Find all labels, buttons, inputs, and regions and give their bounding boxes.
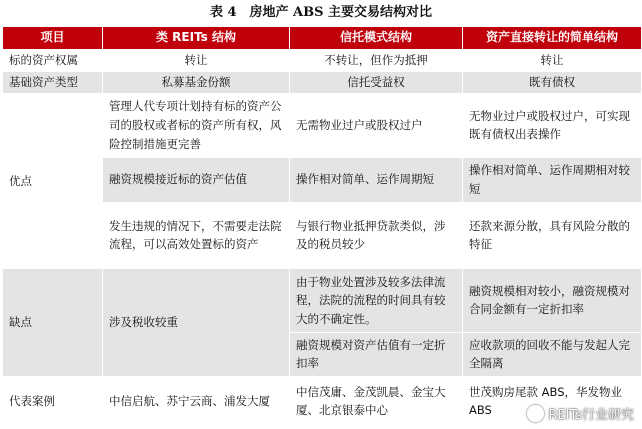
- table-cell: 操作相对简单、运作周期短: [290, 157, 463, 202]
- table-cell: 应收款项的回收不能与发起人完全隔离: [463, 332, 642, 376]
- table-cell: 既有债权: [463, 72, 642, 94]
- table-cell: 融资规模对资产估值有一定折扣率: [290, 332, 463, 376]
- header-row: [3, 27, 642, 50]
- table-cell: 中信启航、苏宁云商、浦发大厦: [103, 376, 290, 426]
- table-row: [3, 49, 642, 72]
- header-cell: 资产直接转让的简单结构: [463, 27, 642, 50]
- table-cell: 发生违规的情况下，不需要走法院流程，可以高效处置标的资产: [103, 202, 290, 269]
- watermark: [527, 404, 634, 423]
- table-cell: 私募基金份额: [103, 72, 290, 94]
- table-cell: 操作相对简单、运作周期相对较短: [463, 157, 642, 202]
- table-row: [3, 72, 642, 94]
- table-cell: 融资规模接近标的资产估值: [103, 157, 290, 202]
- table-cell: 世茂购房尾款 ABS，华发物业 ABS: [463, 376, 642, 426]
- header-cell: 项目: [3, 27, 103, 50]
- table-row: [3, 94, 642, 157]
- table-cell: 中信茂庸、金茂凯晨、金宝大厦、北京银泰中心: [290, 376, 463, 426]
- table-cell: 还款来源分散，具有风险分散的特征: [463, 202, 642, 269]
- table-row: [3, 269, 642, 332]
- table-cell: 无物业过户或股权过户，可实现既有债权出表操作: [463, 94, 642, 157]
- table-cell: 转让: [463, 49, 642, 72]
- table-cell: 转让: [103, 49, 290, 72]
- table-cell: 融资规模相对较小，融资规模对合同金额有一定折扣率: [463, 269, 642, 332]
- row-label: 优点: [3, 94, 103, 269]
- table-cell: 与银行物业抵押贷款类似，涉及的税员较少: [290, 202, 463, 269]
- table-cell: 不转让，但作为抵押: [290, 49, 463, 72]
- wechat-logo-icon: [527, 405, 544, 422]
- row-label: 基础资产类型: [3, 72, 103, 94]
- table-cell: 管理人代专项计划持有标的资产公司的股权或者标的资产所有权，风险控制措施更完善: [103, 94, 290, 157]
- table-caption: 表 4 房地产 ABS 主要交易结构对比: [209, 5, 433, 20]
- header-cell: 信托模式结构: [290, 27, 463, 50]
- table-cell: 涉及税收较重: [103, 269, 290, 377]
- table-cell: 由于物业处置涉及较多法律流程，法院的流程的时间具有较大的不确定性。: [290, 269, 463, 332]
- row-label: 代表案例: [3, 376, 103, 426]
- table-cell: 信托受益权: [290, 72, 463, 94]
- table-cell: 无需物业过户或股权过户: [290, 94, 463, 157]
- header-cell: 类 REITs 结构: [103, 27, 290, 50]
- row-label: 缺点: [3, 269, 103, 377]
- comparison-table: [2, 26, 642, 427]
- watermark-text: REITs行业研究: [548, 408, 634, 423]
- row-label: 标的资产权属: [3, 49, 103, 72]
